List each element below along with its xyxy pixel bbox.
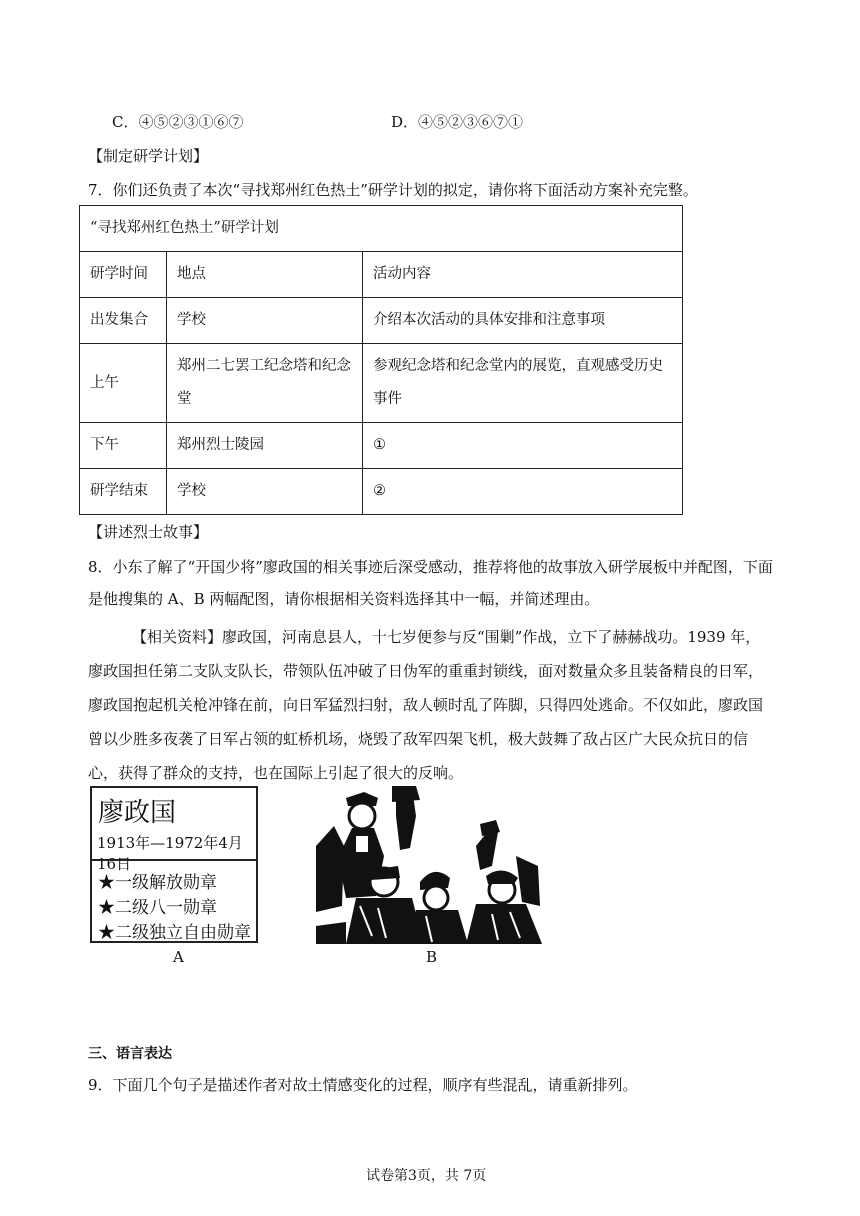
section-language-heading: 三、语言表达 bbox=[88, 1046, 172, 1062]
table-cell: 学校 bbox=[167, 469, 363, 515]
question-7: 7．你们还负责了本次“寻找郑州红色热土”研学计划的拟定，请你将下面活动方案补充完整。 bbox=[88, 181, 698, 199]
table-title-row bbox=[80, 206, 683, 252]
table-row bbox=[80, 298, 683, 344]
table-row bbox=[80, 344, 683, 423]
section-plan-heading: 【制定研学计划】 bbox=[88, 147, 209, 165]
table-cell: 上午 bbox=[80, 344, 167, 423]
table-cell: 出发集合 bbox=[80, 298, 167, 344]
figure-a-medal: ★一级解放勋章 bbox=[98, 873, 217, 893]
table-header-cell: 研学时间 bbox=[80, 252, 167, 298]
table-cell: ① bbox=[363, 423, 683, 469]
table-header-row bbox=[80, 252, 683, 298]
figure-a-dates: 1913年—1972年4月16日 bbox=[97, 834, 243, 873]
table-title: “寻找郑州红色热土”研学计划 bbox=[80, 206, 683, 252]
figure-a-medal: ★二级独立自由勋章 bbox=[98, 923, 251, 943]
page-footer: 试卷第3页，共 7页 bbox=[366, 1168, 487, 1184]
table-cell: 研学结束 bbox=[80, 469, 167, 515]
figure-b-caption: B bbox=[426, 948, 438, 966]
table-row bbox=[80, 423, 683, 469]
table-cell: 下午 bbox=[80, 423, 167, 469]
figure-b-illustration bbox=[316, 786, 544, 944]
related-material: 【相关资料】廖政国，河南息县人，十七岁便参与反“围剿”作战，立下了赫赫战功。1939 年，廖政国担任第二支队支队长，带领队伍冲破了日伪军的重重封锁线，面对数量众多且装备精良的日军，廖政国抱起机关枪冲锋在前，向日军猛烈扫射，敌人顿时乱了阵脚，只得四处逃命。不仅如此，廖政国曾以少胜多夜袭了日军占领的虹桥机场，烧毁了敌军四架飞机，极大鼓舞了敌占区广大民众抗日的信心，获得了群众的支持，也在国际上引起了很大的反响。 bbox=[88, 628, 764, 782]
question-8-line-2: 是他搜集的 A、B 两幅配图，请你根据相关资料选择其中一幅，并简述理由。 bbox=[88, 590, 600, 608]
table-cell: ② bbox=[363, 469, 683, 515]
section-story-heading: 【讲述烈士故事】 bbox=[88, 523, 209, 541]
table-cell: 学校 bbox=[167, 298, 363, 344]
option-d: D．④⑤②③⑥⑦① bbox=[391, 113, 524, 131]
table-header-cell: 地点 bbox=[167, 252, 363, 298]
option-c: C．④⑤②③①⑥⑦ bbox=[112, 113, 244, 131]
study-plan-table bbox=[79, 205, 683, 515]
figure-a-caption: A bbox=[173, 948, 184, 966]
figure-a-medal: ★二级八一勋章 bbox=[98, 898, 217, 918]
table-cell: 介绍本次活动的具体安排和注意事项 bbox=[363, 298, 683, 344]
table-header-cell: 活动内容 bbox=[363, 252, 683, 298]
figure-a-card bbox=[90, 786, 258, 943]
question-9: 9．下面几个句子是描述作者对故土情感变化的过程，顺序有些混乱，请重新排列。 bbox=[88, 1076, 638, 1094]
table-cell: 郑州二七罢工纪念塔和纪念堂 bbox=[167, 344, 363, 423]
table-cell: 郑州烈士陵园 bbox=[167, 423, 363, 469]
table-cell: 参观纪念塔和纪念堂内的展览，直观感受历史事件 bbox=[363, 344, 683, 423]
question-8-line-1: 8．小东了解了“开国少将”廖政国的相关事迹后深受感动，推荐将他的故事放入研学展板中并配图，下面 bbox=[88, 558, 773, 576]
figure-a-divider bbox=[92, 859, 256, 861]
table-row bbox=[80, 469, 683, 515]
figure-a-name: 廖政国 bbox=[98, 798, 177, 828]
